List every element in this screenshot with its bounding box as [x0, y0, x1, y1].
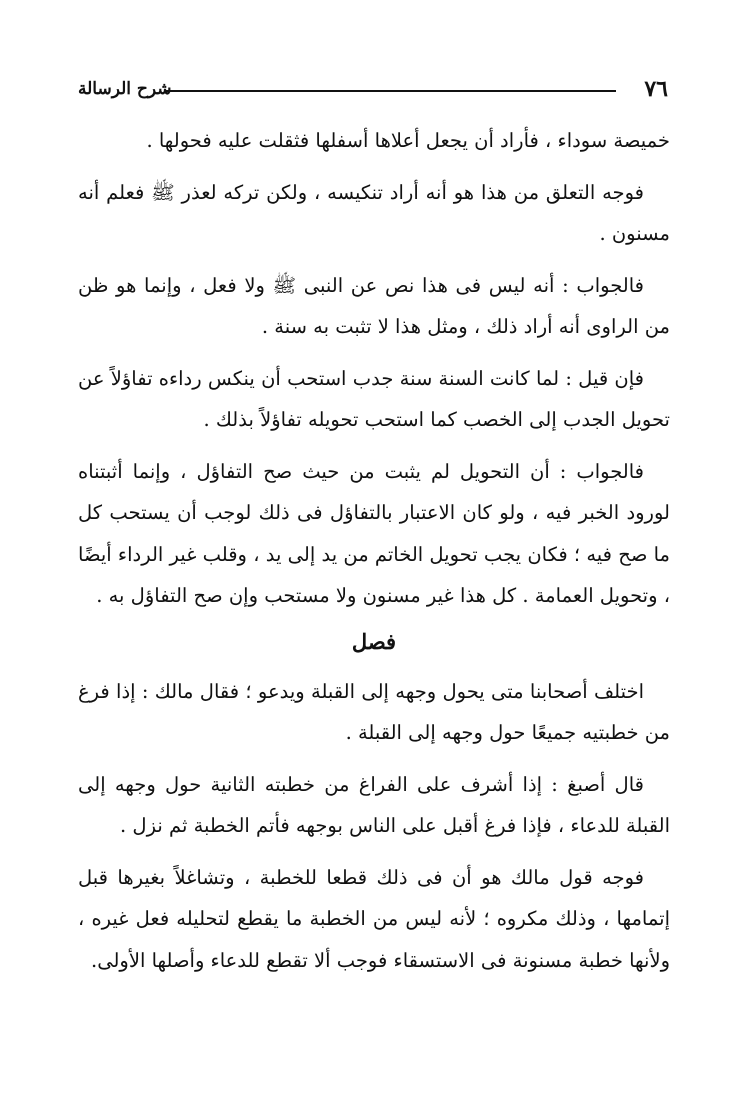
page-header: [78, 76, 668, 108]
paragraph-8: فوجه قول مالك هو أن فى ذلك قطعا للخطبة ، وتشاغلاً بغيرها قبل إتمامها ، وذلك مكروه ؛ لأنه ليس من الخطبة ما يقطع لتحليله فعل غيره ، ولأنها خطبة مسنونة فى الاستسقاء فوجب ألا تقطع للدعاء وأصلها الأولى.: [78, 865, 670, 972]
paragraph-6: اختلف أصحابنا متى يحول وجهه إلى القبلة ويدعو ؛ فقال مالك : إذا فرغ من خطبتيه جميعًا حول وجهه إلى القبلة .: [78, 679, 670, 744]
page-body: [78, 120, 670, 991]
paragraph-5: فالجواب : أن التحويل لم يثبت من حيث صح التفاؤل ، وإنما أثبتناه لورود الخبر فيه ، ولو كان الاعتبار بالتفاؤل فى ذلك لوجب أن يستحب كل ما صح فيه ؛ فكان يجب تحويل الخاتم من يد إلى يد ، وقلب غير الرداء أيضًا ، وتحويل العمامة . كل هذا غير مسنون ولا مستحب وإن صح التفاؤل به .: [78, 459, 670, 607]
section-heading: فصل: [351, 628, 397, 654]
running-title: شرح الرسالة: [78, 79, 172, 99]
paragraph-4: فإن قيل : لما كانت السنة سنة جدب استحب أن ينكس رداءه تفاؤلاً عن تحويل الجدب إلى الخصب كما استحب تحويله تفاؤلاً بذلك .: [78, 366, 670, 431]
paragraph-1: خميصة سوداء ، فأراد أن يجعل أعلاها أسفلها فثقلت عليه فحولها .: [146, 129, 670, 152]
page-number: ٧٦: [644, 76, 668, 102]
paragraph-7: قال أصبغ : إذا أشرف على الفراغ من خطبته الثانية حول وجهه إلى القبلة للدعاء ، فإذا فرغ أقبل على الناس بوجهه فأتم الخطبة ثم نزل .: [78, 772, 670, 837]
paragraph-2: فوجه التعلق من هذا هو أنه أراد تنكيسه ، ولكن تركه لعذر ﷺ فعلم أنه مسنون .: [78, 180, 670, 245]
paragraph-3: فالجواب : أنه ليس فى هذا نص عن النبى ﷺ ولا فعل ، وإنما هو ظن من الراوى أنه أراد ذلك ، ومثل هذا لا تثبت به سنة .: [78, 273, 670, 338]
header-rule: [166, 90, 616, 92]
